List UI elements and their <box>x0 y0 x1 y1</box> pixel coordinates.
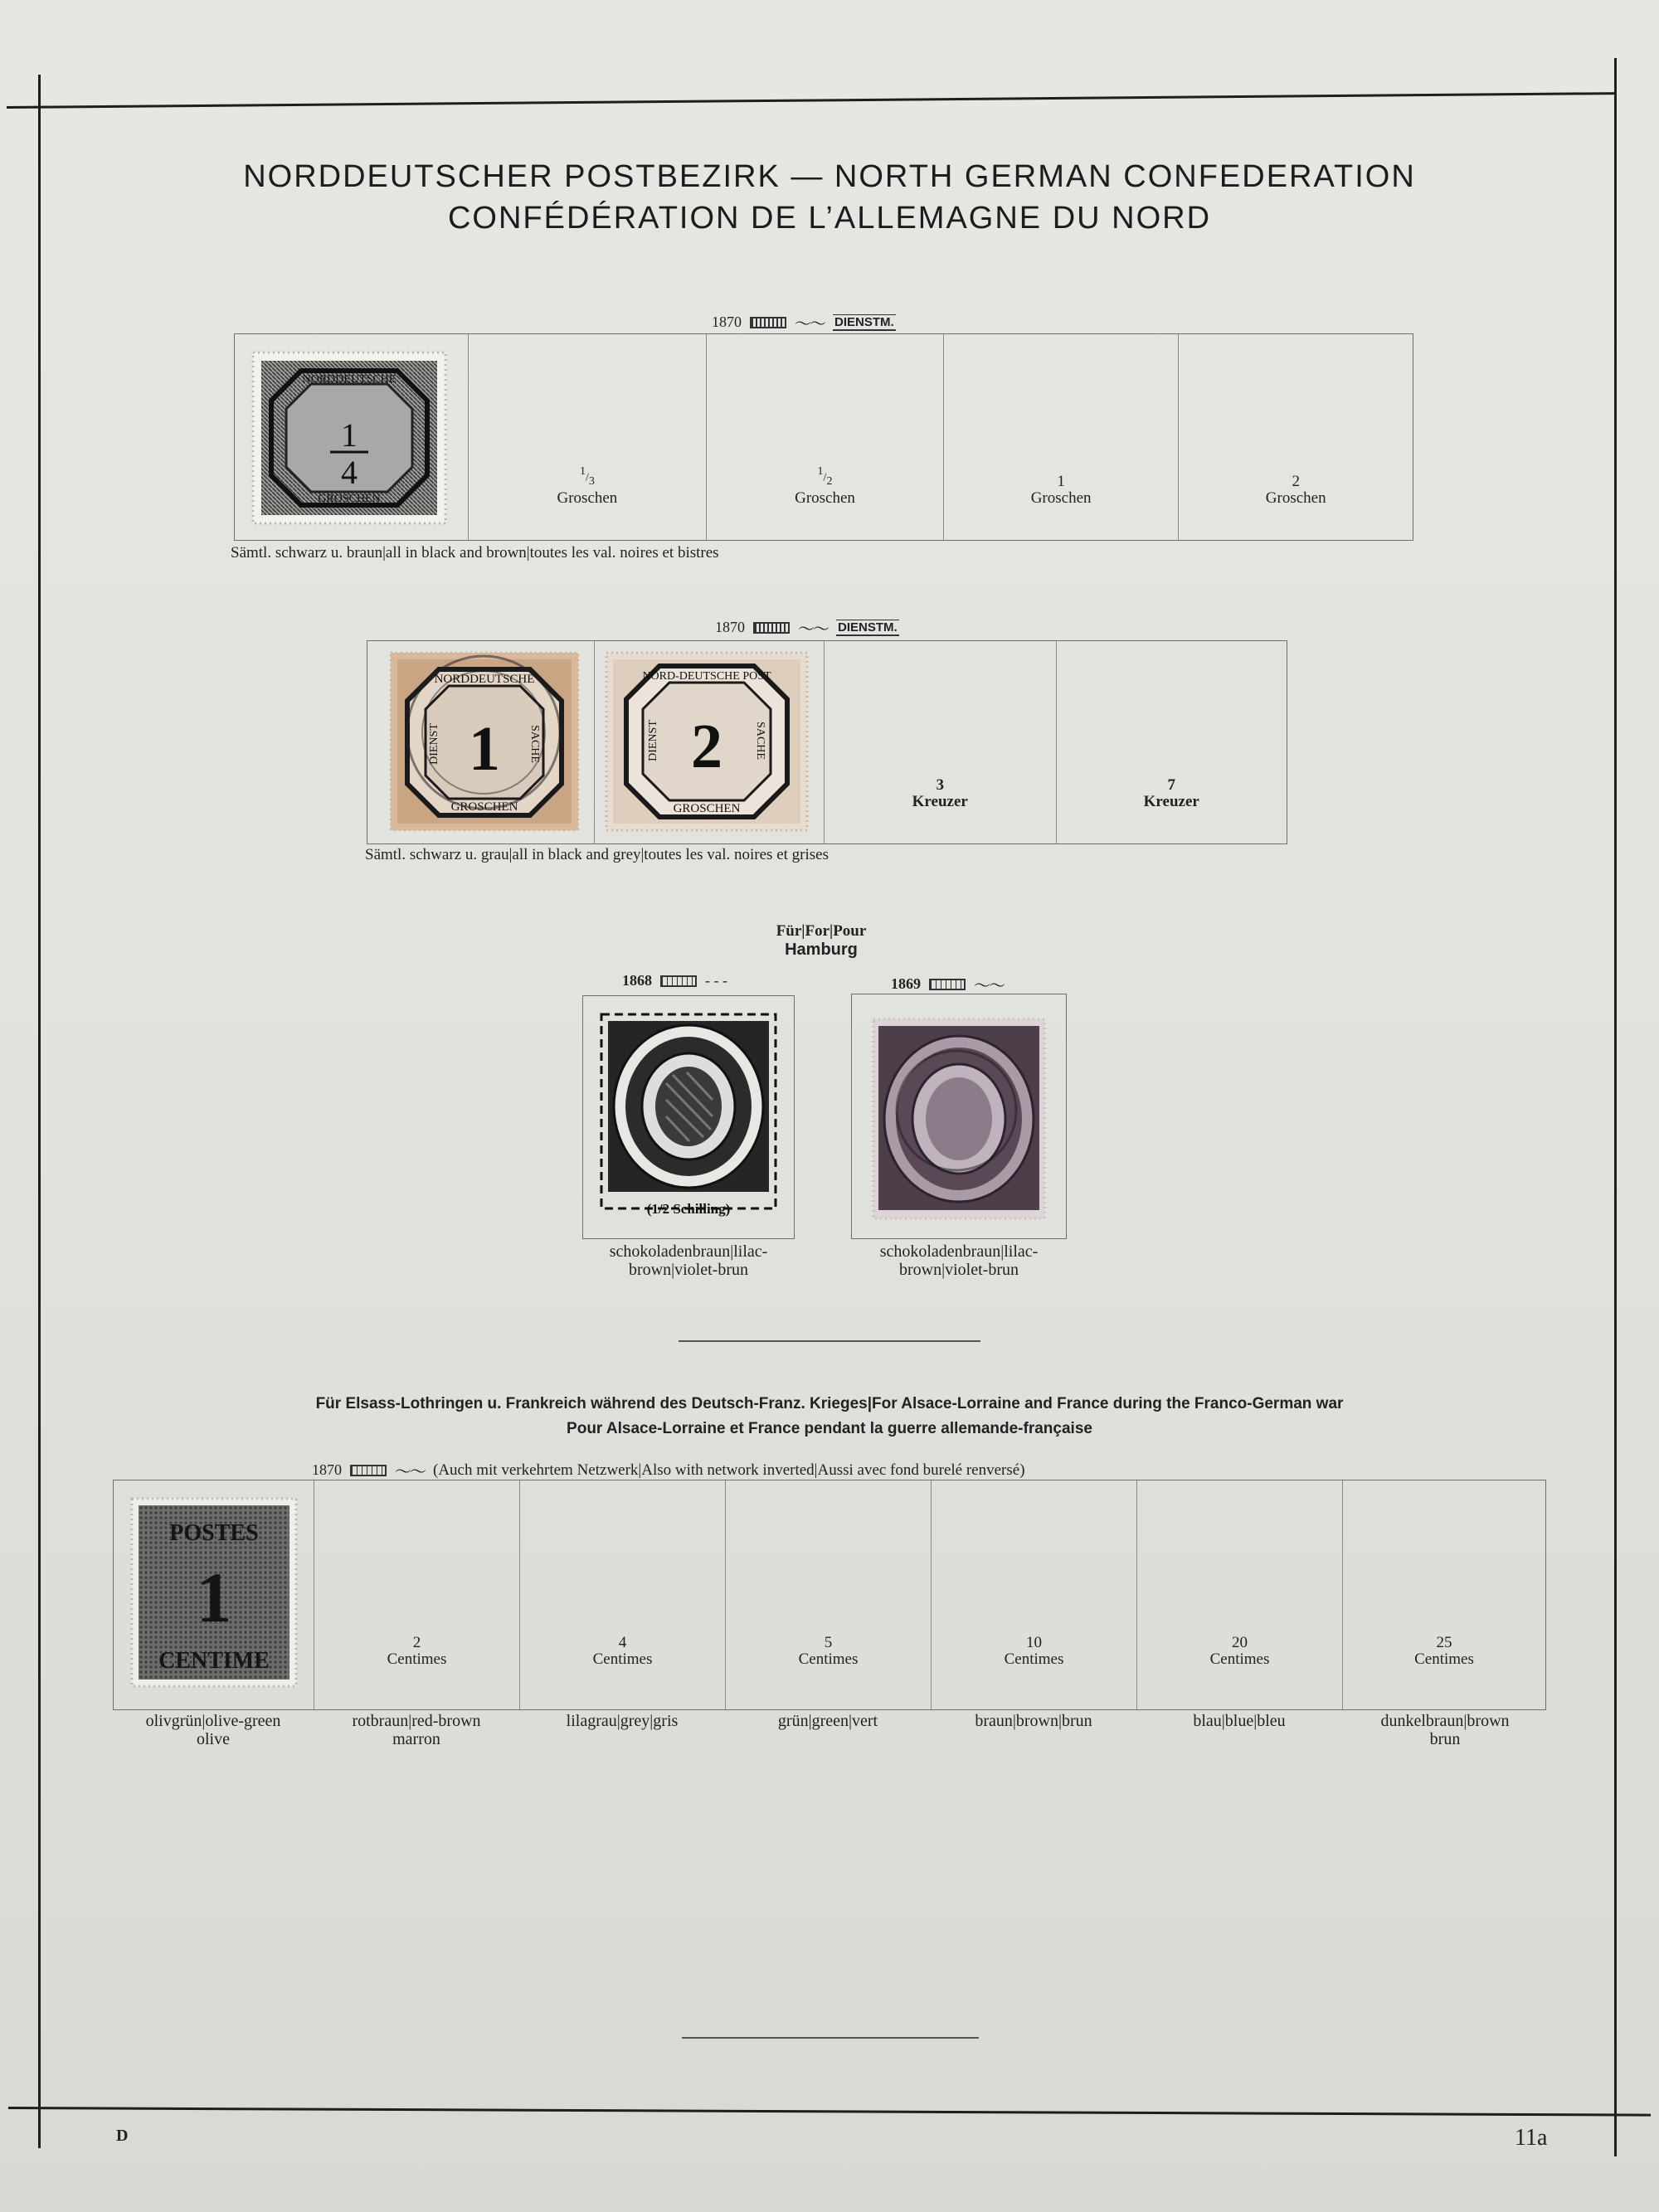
cell-unit: Groschen <box>795 489 855 507</box>
section2-issue-label <box>715 615 899 639</box>
color-caption-1c <box>105 1712 322 1748</box>
cell-label <box>825 777 1056 810</box>
frame-left-line <box>38 75 41 2148</box>
hamburg-left-issue-label <box>622 972 727 989</box>
hamburg-left-dashes: - - - <box>705 972 727 989</box>
fraction-numerator: 1 <box>817 464 824 478</box>
frame-right-line <box>1614 58 1617 2156</box>
stamp-centime-bottom-text: CENTIME <box>158 1648 270 1674</box>
stamp-1-left-text: DIENST <box>428 723 440 765</box>
cell-value: 3 <box>936 776 944 794</box>
stamp-2-right-text: SACHE <box>753 722 766 760</box>
section1-cell-2-groschen[interactable] <box>1179 334 1413 540</box>
section3-cell-25-centimes[interactable] <box>1343 1480 1545 1709</box>
cell-unit: Groschen <box>1265 489 1326 507</box>
stamp-1-centime <box>114 1480 314 1711</box>
hamburg-left-caption-line2: brown|violet-brun <box>629 1261 748 1279</box>
section1-cell-1-groschen[interactable] <box>944 334 1180 540</box>
section1-year: 1870 <box>712 314 742 330</box>
section3-stamp-row <box>113 1480 1546 1710</box>
frame-bottom-line <box>8 2107 1651 2117</box>
footer-left-letter: D <box>116 2127 129 2145</box>
section1-overprint: DIENSTM. <box>834 314 894 329</box>
section1-cell-quarter-groschen[interactable] <box>235 334 469 540</box>
watermark-icon <box>750 317 786 328</box>
stamp-hamburg-1869 <box>852 994 1068 1240</box>
cell-label <box>1057 777 1287 810</box>
cell-label <box>314 1635 519 1668</box>
section3-year: 1870 <box>312 1461 342 1478</box>
cell-label <box>520 1635 725 1668</box>
stamp-centime-top-text: POSTES <box>169 1520 259 1546</box>
cell-unit: Centimes <box>592 1650 653 1668</box>
section3-heading-line1: Für Elsass-Lothringen u. Frankreich während des Deutsch-Franz. Krieges|For Alsace-Lorraine and France during the Franco-German war <box>315 1395 1344 1412</box>
page-number: 11a <box>1515 2125 1548 2151</box>
stamp-quarter-groschen <box>235 334 469 542</box>
wave-perforation-icon: 〜〜 <box>974 977 1004 995</box>
cell-value: 20 <box>1232 1634 1248 1651</box>
cell-unit: Centimes <box>1209 1650 1270 1668</box>
section3-cell-2-centimes[interactable] <box>314 1480 520 1709</box>
cell-label <box>1179 474 1413 507</box>
color-caption-4c <box>519 1712 725 1730</box>
cell-value: 1 <box>1057 473 1065 490</box>
section1-stamp-row <box>234 333 1413 541</box>
cell-unit: Groschen <box>1030 489 1092 507</box>
cell-value: 25 <box>1436 1634 1452 1651</box>
color-caption-line1: dunkelbraun|brown <box>1380 1712 1510 1730</box>
section2-cell-2-groschen[interactable] <box>595 641 825 843</box>
cell-value: 2 <box>1292 473 1300 490</box>
fraction-numerator: 1 <box>579 464 586 478</box>
hamburg-right-issue-label <box>891 972 1004 996</box>
frame-top-line <box>7 92 1616 109</box>
section2-cell-3-kreuzer[interactable] <box>825 641 1057 843</box>
section2-stamp-row <box>367 640 1287 844</box>
fraction-denominator: 3 <box>588 475 595 488</box>
watermark-icon <box>753 622 790 634</box>
color-caption-2c <box>314 1712 519 1748</box>
section3-issue-label <box>312 1458 1025 1482</box>
page-title-line2: CONFÉDÉRATION DE L’ALLEMAGNE DU NORD <box>447 201 1212 236</box>
stamp-quarter-top-text: NORDDEUTSCHE <box>302 373 397 386</box>
stamp-1-bottom-text: GROSCHEN <box>450 800 518 814</box>
cell-label <box>944 474 1179 507</box>
cell-label <box>726 1635 931 1668</box>
stamp-2-bottom-text: GROSCHEN <box>673 802 740 815</box>
section-divider <box>679 1340 980 1342</box>
stamp-2-left-text: DIENST <box>646 720 659 761</box>
stamp-hamburg-1868 <box>583 996 795 1240</box>
stamp-1-value: 1 <box>469 714 500 784</box>
cell-unit: Centimes <box>1414 1650 1474 1668</box>
cell-unit: Kreuzer <box>912 793 968 810</box>
color-caption-line1: olivgrün|olive-green <box>145 1712 281 1730</box>
cell-unit: Kreuzer <box>1143 793 1199 810</box>
hamburg-heading-line2: Hamburg <box>785 941 858 959</box>
section3-cell-5-centimes[interactable] <box>726 1480 932 1709</box>
cell-label: $^1/_3$ Groschen <box>469 464 707 507</box>
cell-unit: Centimes <box>798 1650 859 1668</box>
stamp-quarter-value: 1 <box>341 416 358 454</box>
color-caption-5c <box>725 1712 931 1730</box>
hamburg-heading-line1: Für|For|Pour <box>776 922 867 940</box>
section1-color-note: Sämtl. schwarz u. braun|all in black and brown|toutes les val. noires et bistres <box>231 544 719 562</box>
color-caption-10c <box>931 1712 1136 1730</box>
hamburg-left-year: 1868 <box>622 972 652 989</box>
section2-cell-7-kreuzer[interactable] <box>1057 641 1287 843</box>
hamburg-right-year: 1869 <box>891 975 921 992</box>
watermark-icon <box>350 1465 387 1476</box>
fraction-denominator: 2 <box>826 475 833 488</box>
cell-unit: Groschen <box>557 489 618 507</box>
color-caption-line2: olive <box>197 1730 230 1748</box>
section3-heading-line2: Pour Alsace-Lorraine et France pendant la guerre allemande-française <box>567 1420 1092 1437</box>
watermark-icon <box>929 979 966 990</box>
stamp-quarter-bottom-text: GROSCHEN <box>318 493 381 505</box>
watermark-icon <box>660 975 697 987</box>
section2-cell-1-groschen[interactable] <box>367 641 595 843</box>
section1-issue-label <box>712 310 896 334</box>
stamp-2-groschen <box>595 641 825 845</box>
stamp-hamburg-inner-label: (1/2 Schilling) <box>646 1201 731 1217</box>
section2-year: 1870 <box>715 619 745 635</box>
section3-cell-10-centimes[interactable] <box>932 1480 1137 1709</box>
page-title-line1: NORDDEUTSCHER POSTBEZIRK — NORTH GERMAN CONFEDERATION <box>243 159 1416 194</box>
cell-label <box>1343 1635 1545 1668</box>
svg-text:4: 4 <box>341 454 358 491</box>
cell-label: $^1/_2$ Groschen <box>707 464 943 507</box>
hamburg-right-caption-line1: schokoladenbraun|lilac- <box>879 1242 1039 1261</box>
hamburg-right-caption-line2: brown|violet-brun <box>899 1261 1019 1279</box>
wave-perforation-icon: 〜〜 <box>795 315 825 333</box>
color-caption-line1: braun|brown|brun <box>975 1712 1092 1730</box>
hamburg-left-stamp-box[interactable] <box>582 995 795 1239</box>
cell-unit: Centimes <box>387 1650 447 1668</box>
section1-cell-third-groschen[interactable] <box>469 334 708 540</box>
section3-cell-20-centimes[interactable] <box>1137 1480 1343 1709</box>
color-caption-line2: marron <box>392 1730 440 1748</box>
hamburg-left-caption-line1: schokoladenbraun|lilac- <box>609 1242 768 1261</box>
section2-overprint: DIENSTM. <box>838 620 898 634</box>
stamp-2-top-text: NORD-DEUTSCHE POST <box>641 670 771 683</box>
color-caption-25c <box>1342 1712 1548 1748</box>
color-caption-line1: grün|green|vert <box>777 1712 878 1730</box>
cell-label <box>1137 1635 1342 1668</box>
wave-perforation-icon: 〜〜 <box>395 1463 425 1481</box>
section3-cell-1-centime[interactable] <box>114 1480 314 1709</box>
cell-value: 7 <box>1167 776 1175 794</box>
section1-cell-half-groschen[interactable] <box>707 334 944 540</box>
cell-value: 5 <box>824 1634 833 1651</box>
stamp-1-right-text: SACHE <box>528 725 541 763</box>
cell-value: 10 <box>1026 1634 1042 1651</box>
section3-cell-4-centimes[interactable] <box>520 1480 726 1709</box>
stamp-centime-value: 1 <box>196 1558 232 1637</box>
stamp-2-value: 2 <box>690 712 722 781</box>
color-caption-line1: blau|blue|bleu <box>1193 1712 1286 1730</box>
color-caption-20c <box>1136 1712 1342 1730</box>
stamp-1-top-text: NORDDEUTSCHE <box>434 673 535 686</box>
section2-color-note: Sämtl. schwarz u. grau|all in black and grey|toutes les val. noires et grises <box>365 846 829 863</box>
cell-value: 4 <box>618 1634 627 1651</box>
cell-value: 2 <box>412 1634 421 1651</box>
section-divider <box>682 2037 979 2039</box>
wave-perforation-icon: 〜〜 <box>798 620 828 639</box>
section3-year-note: (Auch mit verkehrtem Netzwerk|Also with network inverted|Aussi avec fond burelé renversé) <box>433 1461 1025 1479</box>
cell-label <box>932 1635 1136 1668</box>
color-caption-line2: brun <box>1429 1730 1461 1748</box>
stamp-1-groschen <box>367 641 595 845</box>
color-caption-line1: lilagrau|grey|gris <box>566 1712 679 1730</box>
cell-unit: Centimes <box>1004 1650 1064 1668</box>
hamburg-right-stamp-box[interactable] <box>851 994 1067 1239</box>
color-caption-line1: rotbraun|red-brown <box>352 1712 481 1730</box>
